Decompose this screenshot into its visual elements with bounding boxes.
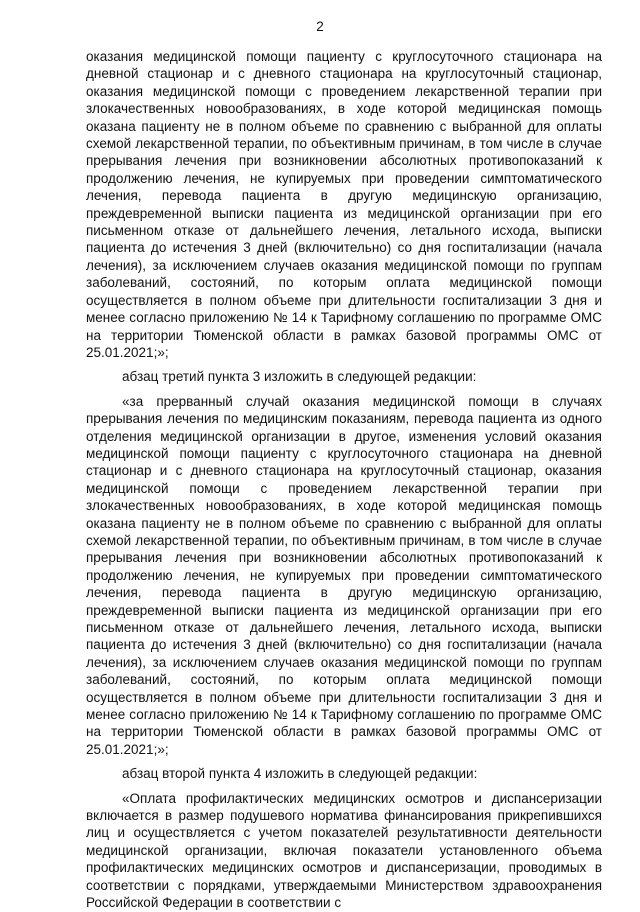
page-number: 2 — [316, 19, 324, 34]
paragraph-instruction-item-4: абзац второй пункта 4 изложить в следующей редакции: — [122, 766, 478, 782]
paragraph-instruction-item-3: абзац третий пункта 3 изложить в следующей редакции: — [122, 369, 477, 385]
paragraph-continuation: оказания медицинской помощи пациенту с круглосуточного стационара на дневной стационар и с дневного стационара на круглосуточный стационар, оказания медицинской помощи с проведением лекарственной терапии при злокачественных новообразованиях, в ходе которой медицинская помощь оказана пациенту не в полном объеме по сравнению с выбранной для оплаты схемой лекарственной терапии, по объективным причинам, в том числе в случае прерывания лечения при возникновении абсолютных противопоказаний к продолжению лечения, не купируемых при проведении симптоматического лечения, перевода пациента в другую медицинскую организацию, преждевременной выписки пациента из медицинской организации при его письменном отказе от дальнейшего лечения, летального исхода, выписки пациента до истечения 3 дней (включительно) со дня госпитализации (начала лечения), за исключением случаев оказания медицинской помощи по группам заболеваний, состояний, по которым оплата медицинской помощи осуществляется в полном объеме при длительности госпитализации 3 дня и менее согласно приложению № 14 к Тарифному соглашению по программе ОМС на территории Тюменской области в рамках базовой программы ОМС от 25.01.2021;»; — [86, 49, 602, 360]
paragraph-quoted-item-3: «за прерванный случай оказания медицинской помощи в случаях прерывания лечения по медицинским показаниям, перевода пациента из одного отделения медицинской организации в другое, изменения условий оказания медицинской помощи пациенту с круглосуточного стационара на дневной стационар и с дневного стационара на круглосуточный стационар, оказания медицинской помощи с проведением лекарственной терапии при злокачественных новообразованиях, в ходе которой медицинская помощь оказана пациенту не в полном объеме по сравнению с выбранной для оплаты схемой лекарственной терапии, по объективным причинам, в том числе в случае прерывания лечения при возникновении абсолютных противопоказаний к продолжению лечения, не купируемых при проведении симптоматического лечения, перевода пациента в другую медицинскую организацию, преждевременной выписки пациента из медицинской организации при его письменном отказе от дальнейшего лечения, летального исхода, выписки пациента до истечения 3 дней (включительно) со дня госпитализации (начала лечения), за исключением случаев оказания медицинской помощи по группам заболеваний, состояний, по которым оплата медицинской помощи осуществляется в полном объеме при длительности госпитализации 3 дня и менее согласно приложению № 14 к Тарифному соглашению по программе ОМС на территории Тюменской области в рамках базовой программы ОМС от 25.01.2021;»; — [86, 393, 602, 757]
paragraph-quoted-item-4: «Оплата профилактических медицинских осмотров и диспансеризации включается в размер подушевого норматива финансирования прикрепившихся лиц и осуществляется с учетом показателей результативности деятельности медицинской организации, включая показатели установленного объема профилактических медицинских осмотров и диспансеризации, проводимых в соответствии с порядками, утверждаемыми Министерством здравоохранения Российской Федерации в соответствии с — [86, 790, 602, 911]
document-body — [86, 48, 602, 912]
